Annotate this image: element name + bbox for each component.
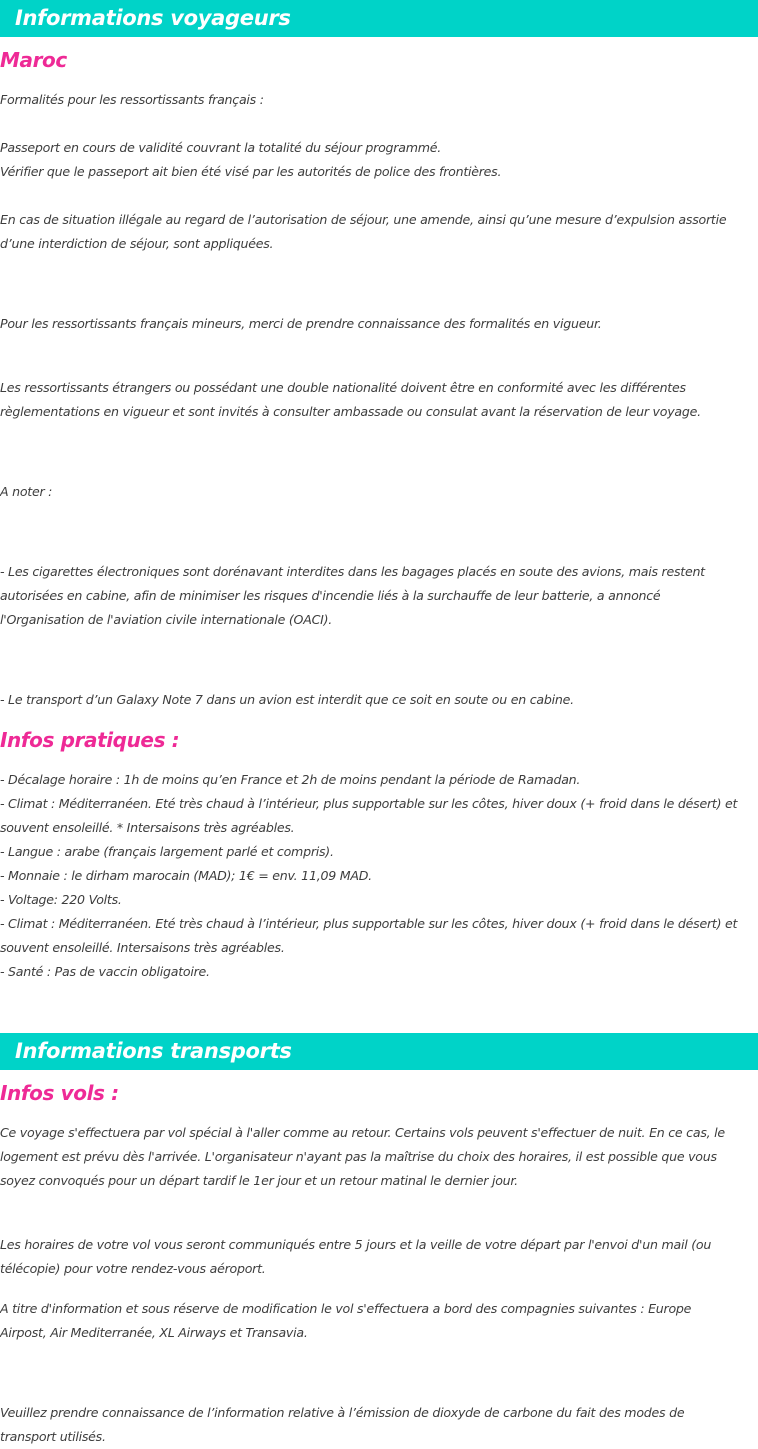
section-bar-transports: Informations transports [0, 1033, 758, 1070]
text-line: Ce voyage s'effectuera par vol spécial à l'aller comme au retour. Certains vols peuvent s'effectuer de nuit. En ce cas, le [0, 1125, 725, 1140]
text-line: autorisées en cabine, afin de minimiser les risques d'incendie liés à la surchauffe de leur batterie, a annoncé [0, 588, 661, 603]
text-line: transport utilisés. [0, 1429, 106, 1444]
galaxy-note-paragraph [0, 688, 754, 712]
practical-line: - Climat : Méditerranéen. Eté très chaud à l’intérieur, plus supportable sur les côtes, hiver doux (+ froid dans le désert) et [0, 916, 738, 931]
text-line: - Le transport d’un Galaxy Note 7 dans un avion est interdit que ce soit en soute ou en cabine. [0, 692, 574, 707]
flights-heading: Infos vols : [0, 1081, 119, 1105]
text-line: règlementations en vigueur et sont invités à consulter ambassade ou consulat avant la réservation de leur voyage. [0, 404, 701, 419]
text-line: télécopie) pour votre rendez-vous aéroport. [0, 1261, 266, 1276]
co2-paragraph [0, 1401, 754, 1449]
practical-line: - Décalage horaire : 1h de moins qu’en France et 2h de moins pendant la période de Ramadan. [0, 772, 581, 787]
text-line: d’une interdiction de séjour, sont appliquées. [0, 236, 274, 251]
text-line: Les ressortissants étrangers ou possédant une double nationalité doivent être en conformité avec les différentes [0, 380, 686, 395]
country-heading: Maroc [0, 48, 67, 72]
flight-paragraph [0, 1121, 754, 1193]
practical-heading: Infos pratiques : [0, 728, 180, 752]
illegal-stay-paragraph [0, 208, 754, 256]
practical-line: souvent ensoleillé. * Intersaisons très agréables. [0, 820, 295, 835]
section-bar-voyageurs: Informations voyageurs [0, 0, 758, 37]
minors-paragraph [0, 312, 754, 336]
text-line: Vérifier que le passeport ait bien été visé par les autorités de police des frontières. [0, 164, 502, 179]
schedule-paragraph [0, 1233, 754, 1281]
foreign-nationals-paragraph [0, 376, 754, 424]
text-line: Airpost, Air Mediterranée, XL Airways et Transavia. [0, 1325, 308, 1340]
note-label [0, 480, 754, 504]
text-line: Les horaires de votre vol vous seront communiqués entre 5 jours et la veille de votre départ par l'envoi d'un mail (ou [0, 1237, 712, 1252]
practical-line: - Climat : Méditerranéen. Eté très chaud à l’intérieur, plus supportable sur les côtes, hiver doux (+ froid dans le désert) et [0, 796, 738, 811]
passport-paragraph [0, 136, 754, 184]
text-line: En cas de situation illégale au regard de l’autorisation de séjour, une amende, ainsi qu’une mesure d’expulsion assortie [0, 212, 727, 227]
airlines-paragraph [0, 1297, 754, 1345]
text-line: A noter : [0, 484, 53, 499]
practical-line: souvent ensoleillé. Intersaisons très agréables. [0, 940, 285, 955]
text-line: Formalités pour les ressortissants français : [0, 92, 264, 107]
practical-line: - Langue : arabe (français largement parlé et compris). [0, 844, 334, 859]
practical-list [0, 768, 754, 984]
ecigarette-paragraph [0, 560, 754, 632]
practical-line: - Santé : Pas de vaccin obligatoire. [0, 964, 210, 979]
text-line: l'Organisation de l'aviation civile internationale (OACI). [0, 612, 332, 627]
practical-line: - Voltage: 220 Volts. [0, 892, 122, 907]
text-line: Passeport en cours de validité couvrant la totalité du séjour programmé. [0, 140, 441, 155]
text-line: soyez convoqués pour un départ tardif le 1er jour et un retour matinal le dernier jour. [0, 1173, 518, 1188]
text-line: A titre d'information et sous réserve de modification le vol s'effectuera a bord des compagnies suivantes : Europe [0, 1301, 692, 1316]
formalities-intro [0, 88, 754, 112]
text-line: - Les cigarettes électroniques sont dorénavant interdites dans les bagages placés en soute des avions, mais restent [0, 564, 705, 579]
practical-line: - Monnaie : le dirham marocain (MAD); 1€ = env. 11,09 MAD. [0, 868, 372, 883]
text-line: logement est prévu dès l'arrivée. L'organisateur n'ayant pas la maîtrise du choix des horaires, il est possible que vous [0, 1149, 717, 1164]
text-line: Pour les ressortissants français mineurs, merci de prendre connaissance des formalités en vigueur. [0, 316, 602, 331]
text-line: Veuillez prendre connaissance de l’information relative à l’émission de dioxyde de carbone du fait des modes de [0, 1405, 685, 1420]
